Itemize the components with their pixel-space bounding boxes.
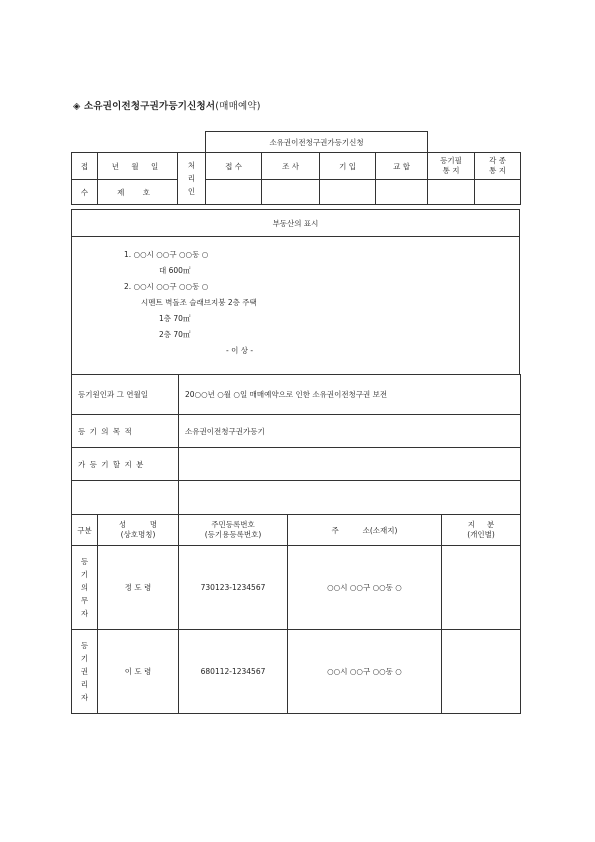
property-line: 1. ○○시 ○○구 ○○동 ○ (124, 250, 209, 259)
cell-collation (376, 180, 428, 205)
property-table (71, 209, 520, 375)
col-reg-notice: 등기필 통 지 (428, 153, 475, 180)
col-collation: 교 합 (376, 153, 428, 180)
header-kind: 구분 (72, 515, 98, 546)
process-label: 처 리 인 (178, 153, 206, 205)
property-line: 시멘트 벽돌조 슬래브지붕 2층 주택 (141, 298, 257, 307)
cell-survey (262, 180, 320, 205)
holder-share (442, 630, 521, 714)
reception-table (71, 131, 521, 205)
cell-reception (206, 180, 262, 205)
cell-entry (320, 180, 376, 205)
purpose-label: 등 기 의 목 적 (72, 415, 179, 448)
header-share: 지 분 (개인별) (442, 515, 521, 546)
header-name: 성 명 (상호명칭) (98, 515, 179, 546)
col-entry: 기 입 (320, 153, 376, 180)
table-row (72, 546, 521, 630)
title-sub: (매매예약) (215, 101, 261, 112)
reception-top-label: 소유권이전청구권가등기신청 (206, 132, 428, 153)
holder-kind: 등 기 권 리 자 (72, 630, 98, 714)
cause-label: 등기원인과 그 연월일 (72, 375, 179, 415)
header-idnum: 주민등록번호 (등기용등록번호) (179, 515, 288, 546)
col-each-notice: 각 종 통 지 (475, 153, 521, 180)
number-label: 제 호 (98, 180, 178, 205)
property-line: 대 600㎡ (159, 266, 191, 275)
holder-address: ○○시 ○○구 ○○동 ○ (288, 630, 442, 714)
holder-name: 이 도 령 (98, 630, 179, 714)
property-line: 2. ○○시 ○○구 ○○동 ○ (124, 282, 209, 291)
cell-each-notice (475, 180, 521, 205)
blank-value (179, 481, 521, 515)
property-line: 1층 70㎡ (159, 314, 191, 323)
reception-label-bottom: 수 (72, 180, 98, 205)
obligor-kind: 등 기 의 무 자 (72, 546, 98, 630)
obligor-idnum: 730123-1234567 (179, 546, 288, 630)
property-body (72, 237, 520, 375)
share-value (179, 448, 521, 481)
date-label: 년 월 일 (98, 153, 178, 180)
purpose-value: 소유권이전청구권가등기 (179, 415, 521, 448)
obligor-address: ○○시 ○○구 ○○동 ○ (288, 546, 442, 630)
blank-label (72, 481, 179, 515)
info-table (71, 374, 521, 515)
property-line: 2층 70㎡ (159, 330, 191, 339)
property-line: - 이 상 - (226, 346, 254, 355)
cell-reg-notice (428, 180, 475, 205)
header-address: 주 소(소재지) (288, 515, 442, 546)
parties-table (71, 514, 521, 714)
col-reception: 접 수 (206, 153, 262, 180)
reception-label-top: 접 (72, 153, 98, 180)
holder-idnum: 680112-1234567 (179, 630, 288, 714)
cause-value: 20○○년 ○월 ○일 매매예약으로 인한 소유권이전청구권 보전 (179, 375, 521, 415)
obligor-share (442, 546, 521, 630)
share-label: 가 등 기 할 지 분 (72, 448, 179, 481)
title-main: ◈ 소유권이전청구권가등기신청서 (73, 101, 216, 112)
col-survey: 조 사 (262, 153, 320, 180)
table-row (72, 630, 521, 714)
property-header: 부동산의 표시 (72, 210, 520, 237)
page-title (73, 98, 261, 112)
obligor-name: 정 도 령 (98, 546, 179, 630)
